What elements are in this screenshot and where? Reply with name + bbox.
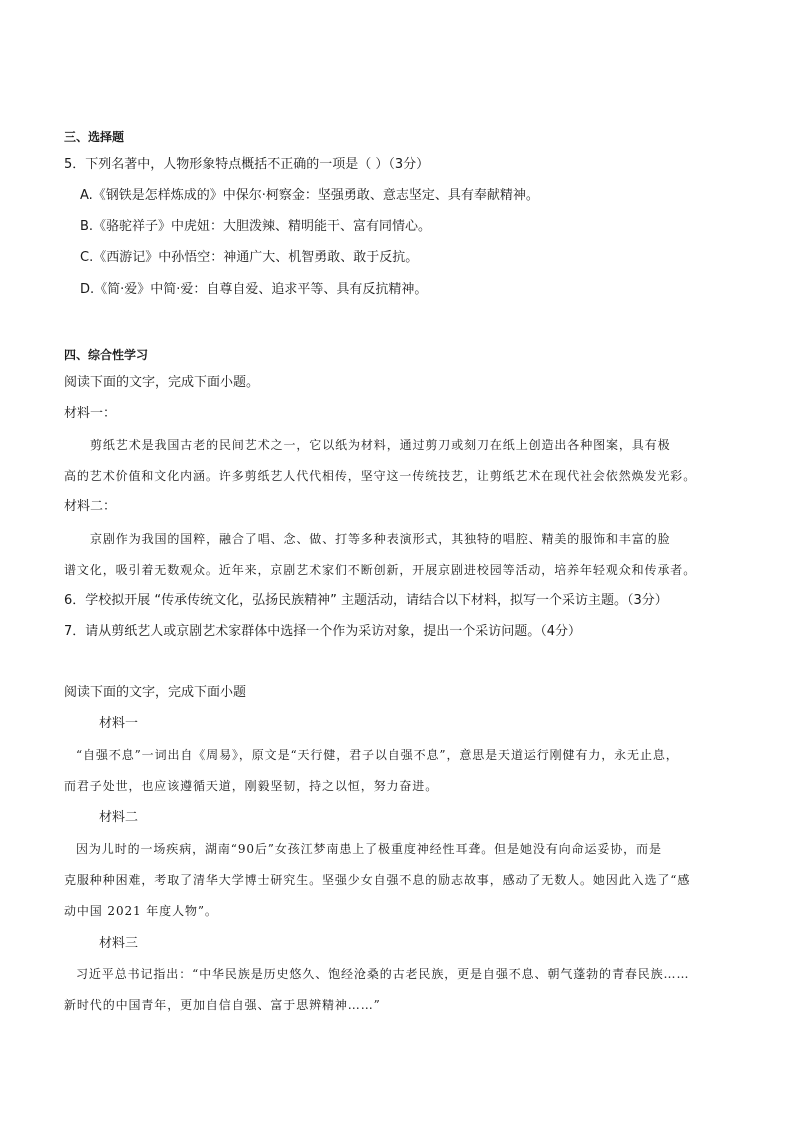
- option-c: C.《西游记》中孙悟空：神通广大、机智勇敢、敢于反抗。: [80, 250, 419, 265]
- section-heading: 三、选择题: [64, 130, 125, 144]
- material-line: “自强不息”一词出自《周易》，原文是“天行健，君子以自强不息”，意思是天道运行刚健有力，永无止息，: [76, 748, 679, 762]
- material-line: 动中国 2021 年度人物”。: [64, 904, 218, 918]
- question-5: 5．下列名著中，人物形象特点概括不正确的一项是（ ）（3分）: [64, 157, 430, 172]
- material-label: 材料一: [99, 716, 139, 731]
- option-b: B.《骆驼祥子》中虎妞：大胆泼辣、精明能干、富有同情心。: [80, 219, 432, 234]
- material-line: 京剧作为我国的国粹，融合了唱、念、做、打等多种表演形式，其独特的唱腔、精美的服饰和丰富的脸: [90, 532, 671, 546]
- material-label: 材料二: [99, 810, 139, 825]
- material-line: 而君子处世，也应该遵循天道，刚毅坚韧，持之以恒，努力奋进。: [64, 779, 439, 793]
- option-a: A.《钢铁是怎样炼成的》中保尔·柯察金：坚强勇敢、意志坚定、具有奉献精神。: [80, 188, 539, 203]
- reading-intro: 阅读下面的文字，完成下面小题。: [64, 375, 260, 390]
- material-label: 材料一：: [64, 406, 117, 421]
- material-line: 剪纸艺术是我国古老的民间艺术之一，它以纸为材料，通过剪刀或刻刀在纸上创造出各种图案，具有极: [90, 438, 671, 452]
- section-heading: 四、综合性学习: [64, 348, 149, 362]
- material-line: 因为儿时的一场疾病，湖南“90后”女孩江梦南患上了极重度神经性耳聋。但是她没有向命运妥协，而是: [76, 842, 662, 856]
- material-line: 新时代的中国青年，更加自信自强、富于思辨精神……”: [64, 998, 381, 1012]
- reading-intro: 阅读下面的文字，完成下面小题: [64, 685, 247, 700]
- material-line: 高的艺术价值和文化内涵。许多剪纸艺人代代相传，坚守这一传统技艺，让剪纸艺术在现代社会依然焕发光彩。: [64, 469, 697, 483]
- question-6: 6．学校拟开展 “传承传统文化，弘扬民族精神” 主题活动，请结合以下材料，拟写一个采访主题。（3分）: [64, 593, 668, 608]
- material-line: 习近平总书记指出：“中华民族是历史悠久、饱经沧桑的古老民族，更是自强不息、朝气蓬勃的青春民族……: [76, 967, 690, 981]
- material-line: 克服种种困难，考取了清华大学博士研究生。坚强少女自强不息的励志故事，感动了无数人。她因此入选了“感: [64, 873, 691, 887]
- option-d: D.《简·爱》中简·爱：自尊自爱、追求平等、具有反抗精神。: [80, 282, 428, 297]
- question-7: 7．请从剪纸艺人或京剧艺术家群体中选择一个作为采访对象，提出一个采访问题。（4分）: [64, 624, 582, 639]
- material-label: 材料三: [99, 936, 139, 951]
- material-label: 材料二：: [64, 499, 117, 514]
- material-line: 谱文化，吸引着无数观众。近年来，京剧艺术家们不断创新，开展京剧进校园等活动，培养年轻观众和传承者。: [64, 563, 697, 577]
